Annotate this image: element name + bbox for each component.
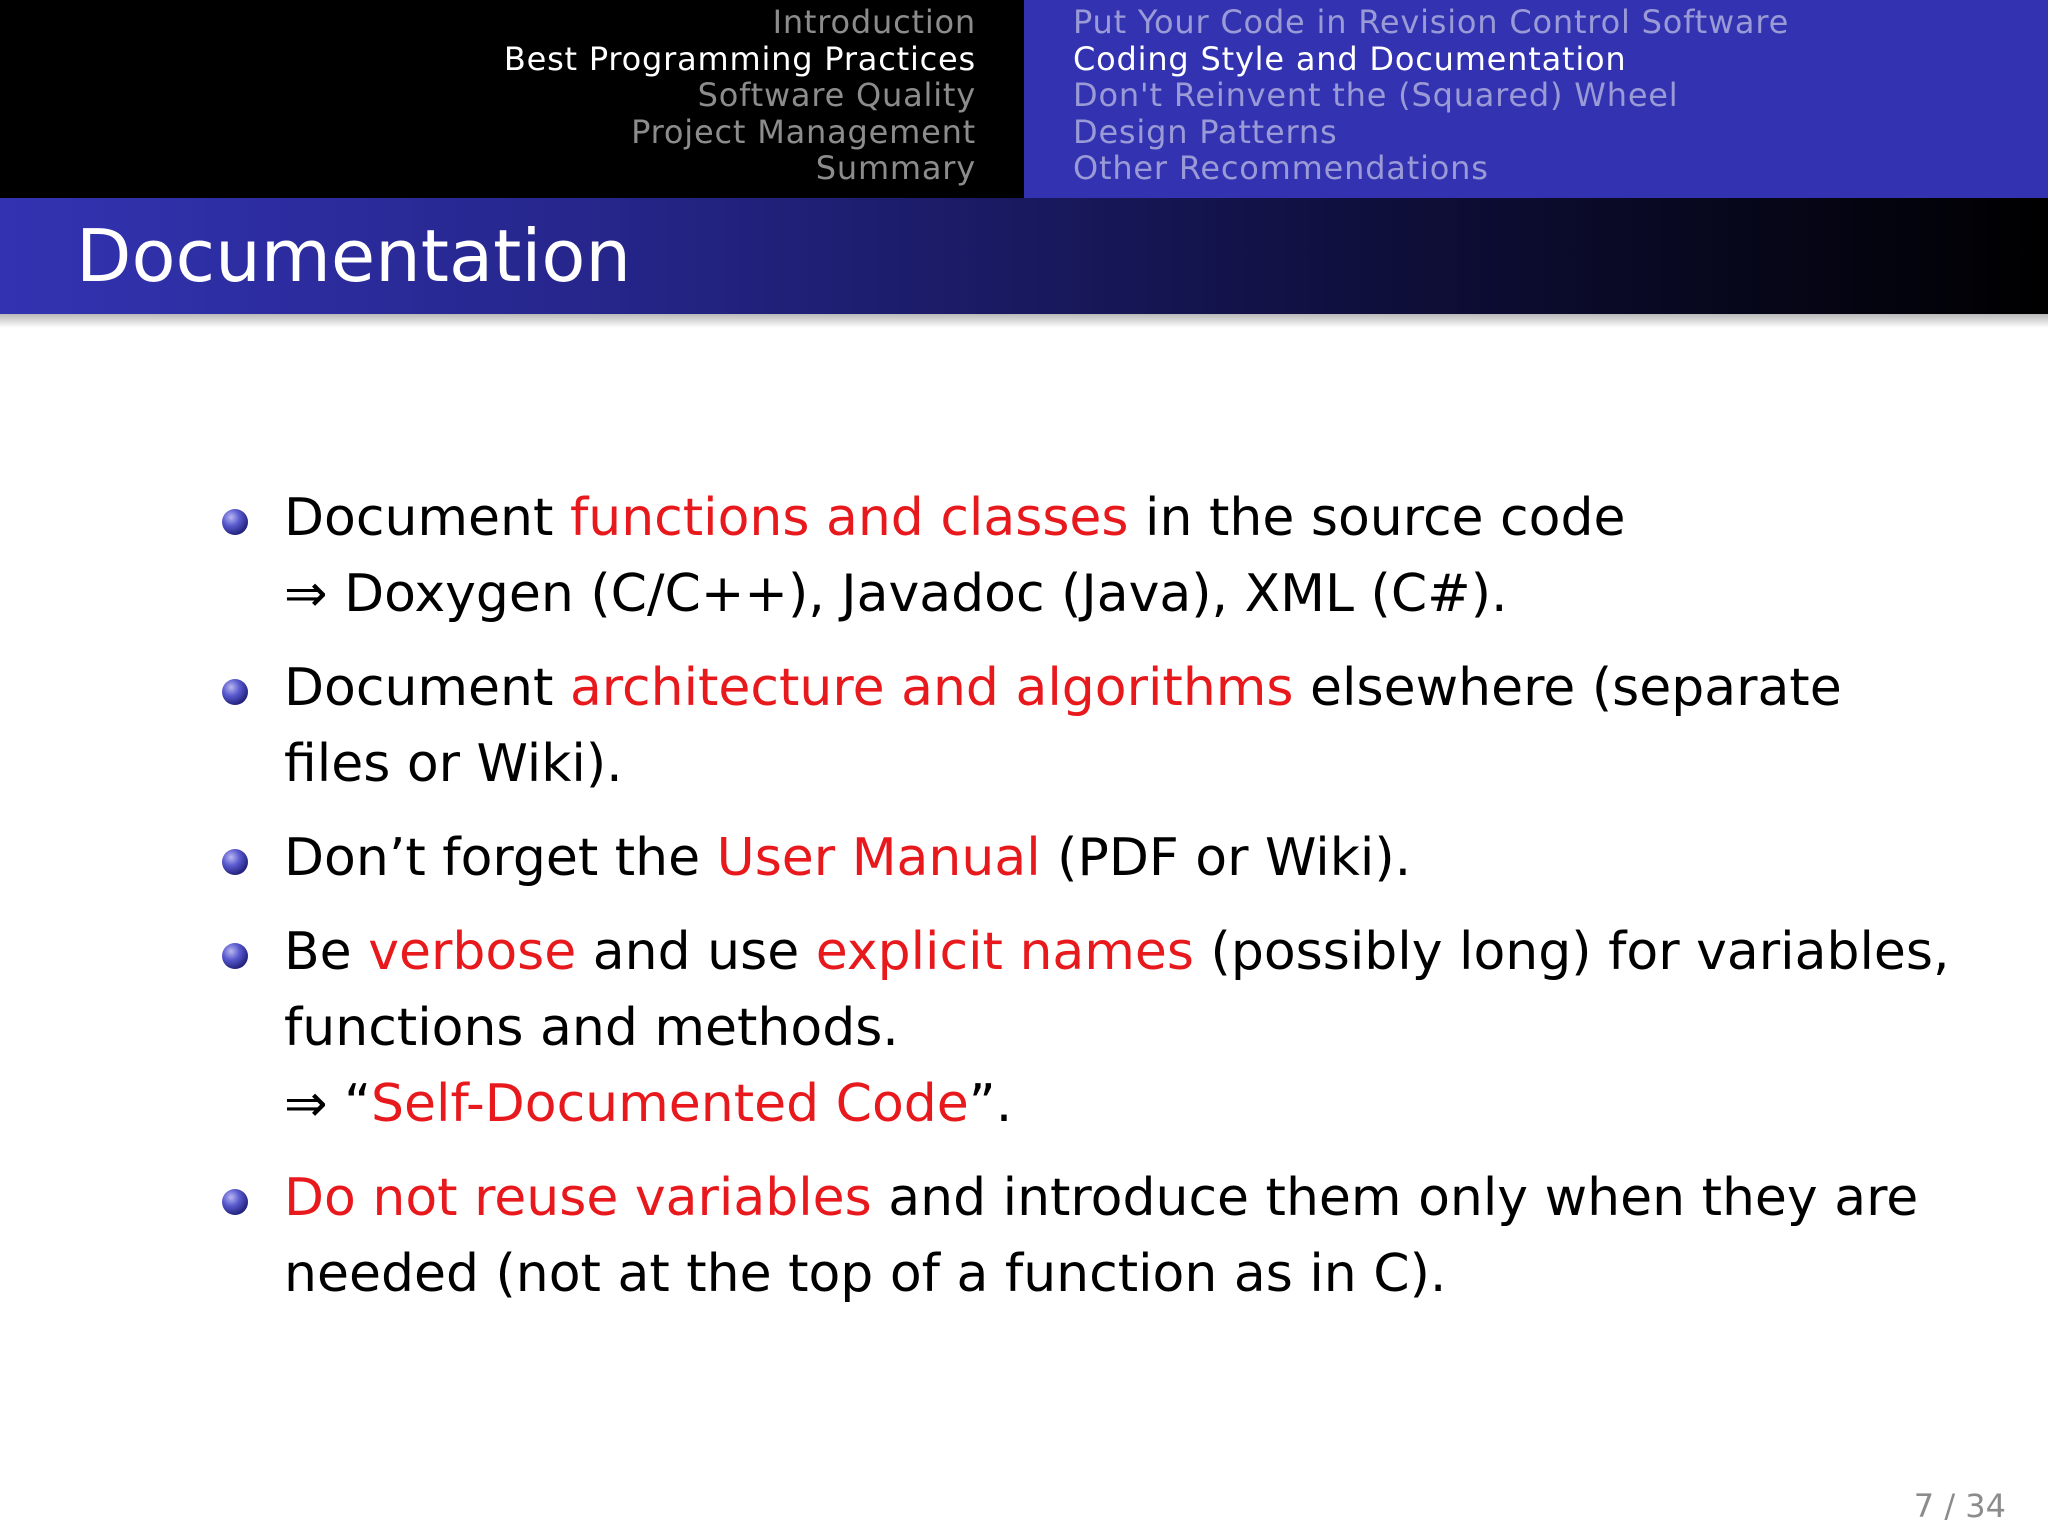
highlighted-text: Do not reuse variables	[284, 1168, 872, 1228]
bullet-list	[222, 480, 1950, 1312]
bullet-text: Document	[284, 488, 570, 548]
bullet-item	[222, 820, 1882, 896]
bullet-text: functions and methods.	[284, 998, 899, 1058]
bullet-ball-icon	[222, 1189, 248, 1215]
bullet-line	[284, 1236, 1882, 1312]
bullet-ball-icon	[222, 943, 248, 969]
bullet-ball-icon	[222, 679, 248, 705]
bullet-text: elsewhere (separate	[1293, 658, 1842, 718]
section-list	[504, 4, 976, 187]
bullet-text: files or Wiki).	[284, 734, 623, 794]
bullet-ball-icon	[222, 509, 248, 535]
nav-section-project-management[interactable]: Project Management	[631, 112, 976, 151]
highlighted-text: explicit names	[815, 922, 1195, 982]
bullet-line	[284, 1066, 1882, 1142]
bullet-item	[222, 914, 1950, 1142]
subsection-navigation	[1024, 0, 2048, 198]
nav-section-best-programming-practices[interactable]: Best Programming Practices	[503, 39, 976, 78]
bullet-text: Don’t forget the	[284, 828, 717, 888]
bullet-ball-icon	[222, 849, 248, 875]
bullet-text: (PDF or Wiki).	[1040, 828, 1412, 888]
bullet-item	[222, 650, 1882, 802]
subsection-list	[1073, 4, 1789, 187]
bullet-text: ”.	[968, 1074, 1013, 1134]
bullet-item	[222, 1160, 1919, 1312]
bullet-line	[284, 820, 1882, 896]
bullet-text: in the source code	[1128, 488, 1626, 548]
bullet-line	[284, 556, 1882, 632]
title-bar-shadow	[0, 314, 2048, 328]
page-number: 7 / 34	[1913, 1487, 2006, 1525]
bullet-text: and use	[576, 922, 816, 982]
bullet-text: ⇒ Doxygen (C/C++), Javadoc (Java), XML (C#).	[284, 564, 1508, 624]
section-navigation	[0, 0, 1024, 198]
highlighted-text: Self-Documented Code	[371, 1074, 969, 1134]
nav-section-summary[interactable]: Summary	[815, 149, 976, 188]
bullet-text: and introduce them only when they are	[871, 1168, 1919, 1228]
nav-subsection-other-recommendations[interactable]: Other Recommendations	[1073, 149, 1489, 188]
slide-content	[222, 480, 1950, 1330]
nav-section-introduction[interactable]: Introduction	[772, 3, 976, 41]
bullet-text: Document	[284, 658, 570, 718]
frame-title: Documentation	[76, 214, 632, 298]
bullet-text: Be	[284, 922, 369, 982]
bullet-line	[284, 914, 1950, 990]
bullet-line	[284, 1160, 1919, 1236]
frame-title-bar	[0, 198, 2048, 314]
bullet-text: ⇒ “	[284, 1074, 372, 1134]
nav-subsection-put-your-code-in-revision-control-software[interactable]: Put Your Code in Revision Control Software	[1073, 3, 1790, 41]
bullet-line	[284, 990, 1882, 1066]
bullet-line	[284, 726, 1882, 802]
nav-subsection-design-patterns[interactable]: Design Patterns	[1073, 112, 1338, 151]
bullet-text: (possibly long) for variables,	[1194, 922, 1950, 982]
bullet-line	[284, 480, 1882, 556]
highlighted-text: User Manual	[716, 828, 1041, 888]
highlighted-text: functions and classes	[569, 488, 1129, 548]
navigation-bar	[0, 0, 2048, 198]
bullet-text: needed (not at the top of a function as in C).	[284, 1244, 1447, 1304]
highlighted-text: architecture and algorithms	[569, 658, 1294, 718]
bullet-line	[284, 650, 1882, 726]
bullet-item	[222, 480, 1882, 632]
nav-subsection-coding-style-and-documentation[interactable]: Coding Style and Documentation	[1073, 39, 1627, 78]
nav-section-software-quality[interactable]: Software Quality	[697, 76, 976, 115]
nav-subsection-don-t-reinvent-the-squared-wheel[interactable]: Don't Reinvent the (Squared) Wheel	[1073, 76, 1679, 115]
highlighted-text: verbose	[368, 922, 577, 982]
